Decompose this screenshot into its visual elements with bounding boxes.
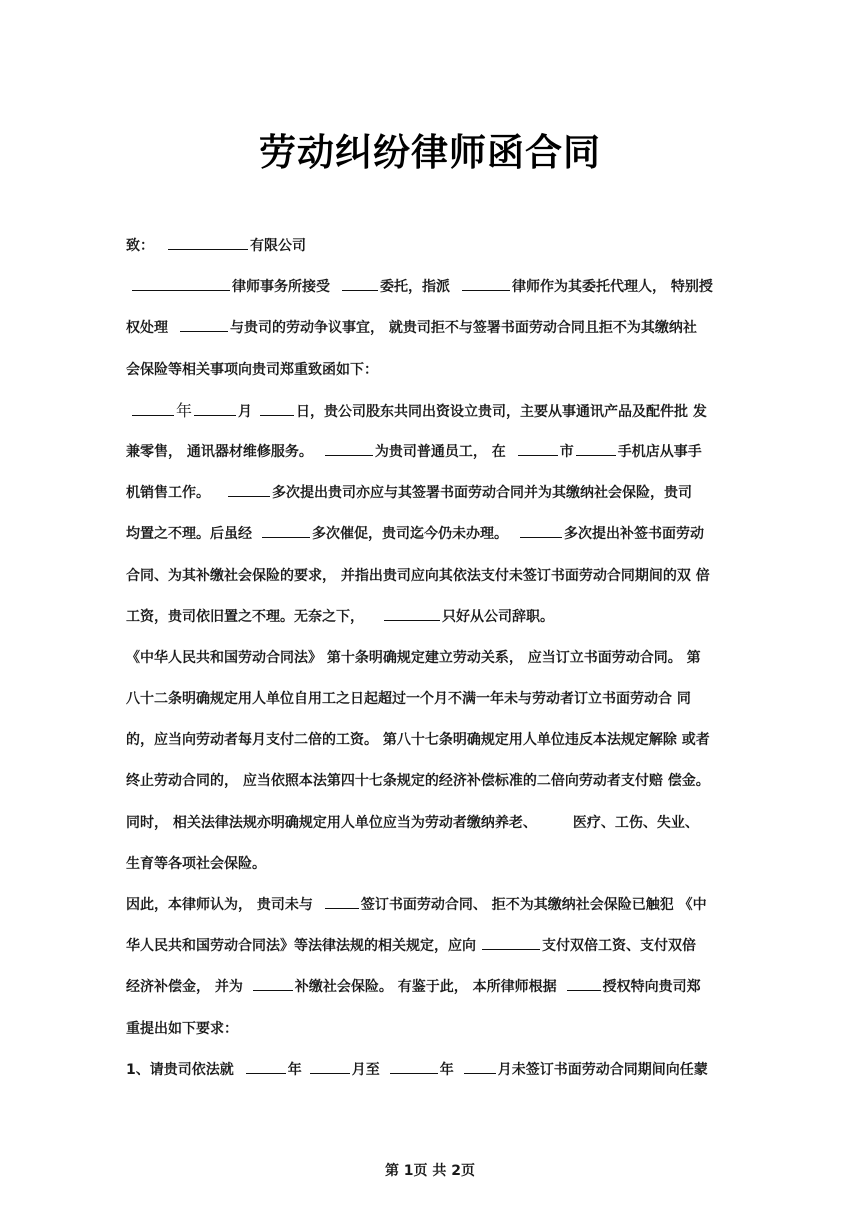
blank-field [253,974,293,991]
blank-field [132,399,174,416]
blank-field [342,274,378,291]
blank-field [518,439,558,456]
page-footer: 第 1页 共 2页 [384,1163,476,1179]
line-16: 生育等各项社会保险。 [126,855,266,872]
line-9: 合同、为其补缴社会保险的要求， 并指出贵司应向其依法支付未签订书面劳动合同期间的双 倍 [126,567,710,584]
line-1: 致： 有限公司 [126,232,734,273]
blank-field [310,1057,350,1074]
blank-field [567,974,601,991]
line-6: 兼零售， 通讯器材维修服务。 为贵司普通员工， 在 市 手机店从事手 [126,438,734,479]
blank-field [464,1057,496,1074]
line-2: 律师事务所接受 委托，指派 律师作为其委托代理人， 特别授 [126,273,734,314]
line-13: 的，应当向劳动者每月支付二倍的工资。 第八十七条明确规定用人单位违反本法规定解除 或者 [126,732,710,749]
blank-field [260,399,294,416]
blank-field [520,521,562,538]
line-21: 1、请贵司依法就 年 月至 年 月未签订书面劳动合同期间向任蒙 [126,1056,734,1097]
line-18: 华人民共和国劳动合同法》等法律法规的相关规定，应向 支付双倍工资、支付双倍 [126,932,734,973]
blank-field [246,1057,286,1074]
blank-field [180,315,228,332]
blank-field [168,233,248,250]
blank-field [228,480,270,497]
line-11: 《中华人民共和国劳动合同法》 第十条明确规定建立劳动关系， 应当订立书面劳动合同。 第 [126,649,701,666]
line-12: 八十二条明确规定用人单位自用工之日起超过一个月不满一年未与劳动者订立书面劳动合 同 [126,691,691,708]
blank-field [194,399,236,416]
blank-field [576,439,616,456]
blank-field [325,892,359,909]
letter-body [126,232,734,1097]
blank-field [390,1057,438,1074]
blank-field [262,521,310,538]
line-19: 经济补偿金， 并为 补缴社会保险。 有鉴于此， 本所律师根据 授权特向贵司郑 [126,973,734,1014]
blank-field [325,439,373,456]
line-3: 权处理 与贵司的劳动争议事宜， 就贵司拒不与签署书面劳动合同且拒不为其缴纳社 [126,314,734,355]
blank-field [482,933,540,950]
line-15: 同时， 相关法律法规亦明确规定用人单位应当为劳动者缴纳养老、 医疗、工伤、失业、 [126,814,699,831]
line-10: 工资，贵司依旧置之不理。无奈之下， 只好从公司辞职。 [126,603,734,644]
blank-field [462,274,510,291]
line-4: 会保险等相关事项向贵司郑重致函如下： [126,361,378,378]
line-5: 年 月 日，贵公司股东共同出资设立贵司，主要从事通讯产品及配件批 发 [126,397,734,438]
line-14: 终止劳动合同的， 应当依照本法第四十七条规定的经济补偿标准的二倍向劳动者支付赔 偿金。 [126,773,710,790]
document-title: 劳动纠纷律师函合同 [259,131,601,174]
blank-field [132,274,230,291]
line-20: 重提出如下要求： [126,1020,238,1037]
line-7: 机销售工作。 多次提出贵司亦应与其签署书面劳动合同并为其缴纳社会保险，贵司 [126,479,734,520]
blank-field [384,604,440,621]
line-17: 因此，本律师认为， 贵司未与 签订书面劳动合同、 拒不为其缴纳社会保险已触犯 《中 [126,891,734,932]
line-8: 均置之不理。后虽经 多次催促，贵司迄今仍未办理。 多次提出补签书面劳动 [126,520,734,561]
